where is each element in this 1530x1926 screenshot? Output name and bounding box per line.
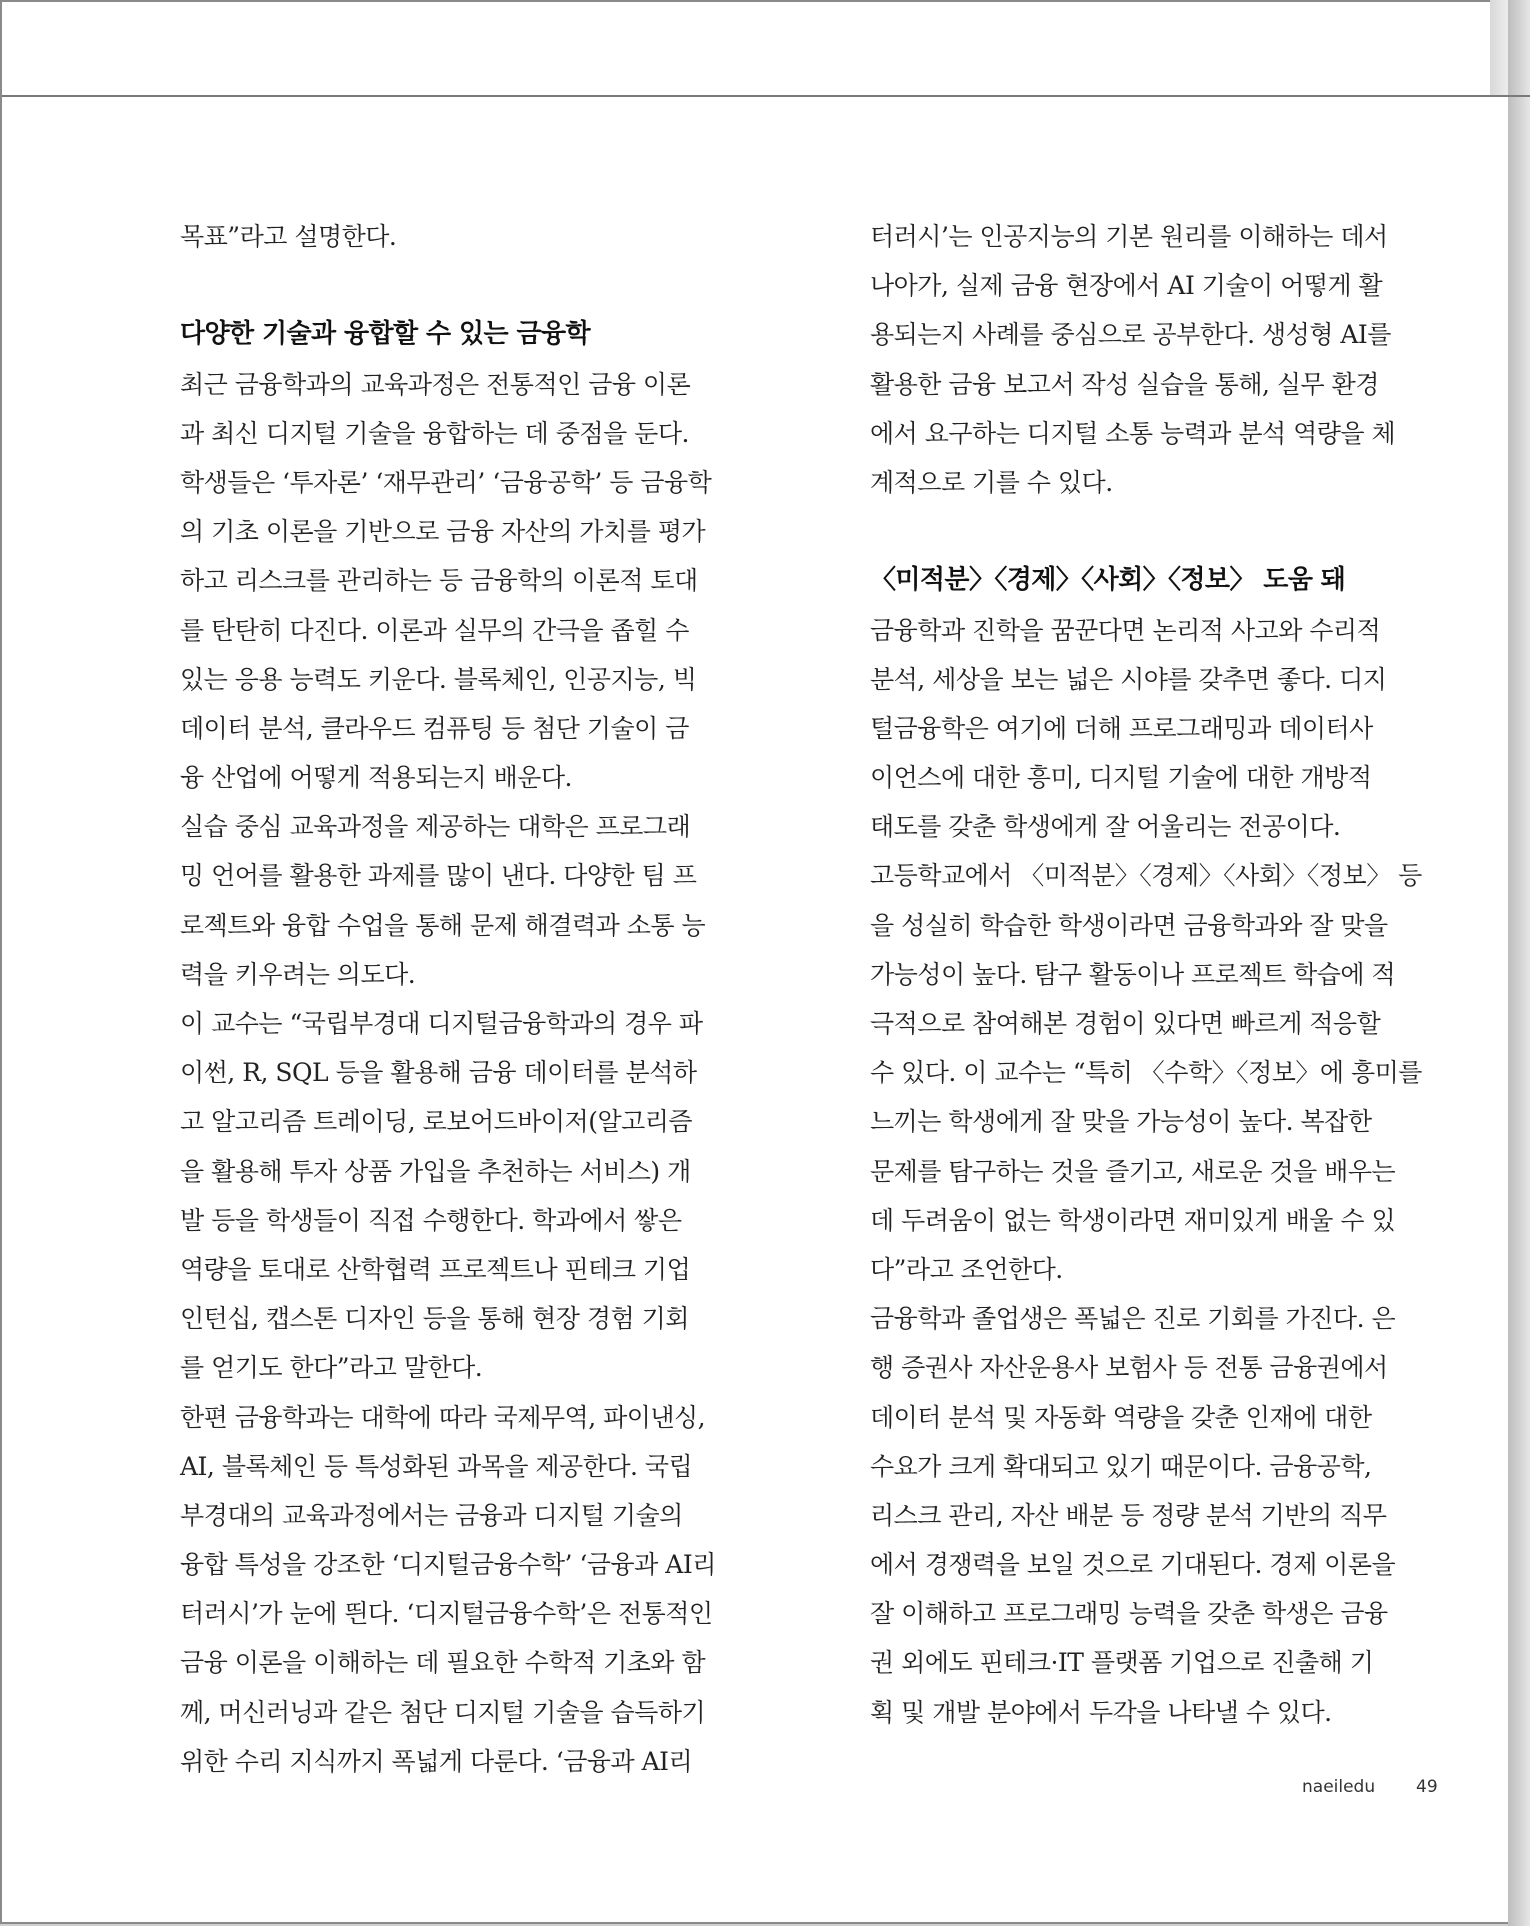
body-line: 부경대의 교육과정에서는 금융과 디지털 기술의 <box>180 1500 683 1530</box>
body-line: 금융학과 진학을 꿈꾼다면 논리적 사고와 수리적 <box>870 615 1381 645</box>
body-line: 이썬, R, SQL 등을 활용해 금융 데이터를 분석하 <box>180 1058 697 1088</box>
body-line: 의 기초 이론을 기반으로 금융 자산의 가치를 평가 <box>180 517 706 547</box>
body-line: 권 외에도 핀테크·IT 플랫폼 기업으로 진출해 기 <box>870 1648 1374 1678</box>
body-line: 수 있다. 이 교수는 “특히 〈수학〉〈정보〉에 흥미를 <box>870 1058 1422 1088</box>
body-line: 역량을 토대로 산학협력 프로젝트나 핀테크 기업 <box>180 1254 691 1284</box>
body-line: 털금융학은 여기에 더해 프로그래밍과 데이터사 <box>870 713 1373 743</box>
body-line: 밍 언어를 활용한 과제를 많이 낸다. 다양한 팀 프 <box>180 861 697 891</box>
body-line: 과 최신 디지털 기술을 융합하는 데 중점을 둔다. <box>180 418 689 448</box>
body-line: 융합 특성을 강조한 ‘디지털금융수학’ ‘금융과 AI리 <box>180 1550 716 1580</box>
body-line: 인턴십, 캡스톤 디자인 등을 통해 현장 경험 기회 <box>180 1304 689 1334</box>
footer-brand: naeiledu <box>1302 1777 1376 1797</box>
page-number: 49 <box>1416 1777 1438 1797</box>
paragraph-gap <box>180 261 740 310</box>
body-line: 다”라고 조언한다. <box>870 1254 1063 1284</box>
body-line: 태도를 갖춘 학생에게 잘 어울리는 전공이다. <box>870 812 1341 842</box>
body-line: 로젝트와 융합 수업을 통해 문제 해결력과 소통 능 <box>180 910 706 940</box>
page-edge <box>1508 0 1530 1926</box>
body-line: 고 알고리즘 트레이딩, 로보어드바이저(알고리즘 <box>180 1107 693 1137</box>
left-column <box>180 212 740 1786</box>
body-line: 분석, 세상을 보는 넓은 시야를 갖추면 좋다. 디지 <box>870 664 1387 694</box>
body-line: 문제를 탐구하는 것을 즐기고, 새로운 것을 배우는 <box>870 1156 1396 1186</box>
body-line: 를 탄탄히 다진다. 이론과 실무의 간극을 좁힐 수 <box>180 615 689 645</box>
body-line: 느끼는 학생에게 잘 맞을 가능성이 높다. 복잡한 <box>870 1107 1372 1137</box>
body-line: 금융 이론을 이해하는 데 필요한 수학적 기초와 함 <box>180 1648 706 1678</box>
body-line: 있는 응용 능력도 키운다. 블록체인, 인공지능, 빅 <box>180 664 697 694</box>
body-line: 데이터 분석, 클라우드 컴퓨팅 등 첨단 기술이 금 <box>180 713 689 743</box>
body-line: 가능성이 높다. 탐구 활동이나 프로젝트 학습에 적 <box>870 959 1396 989</box>
body-line: 고등학교에서 〈미적분〉〈경제〉〈사회〉〈정보〉 등 <box>870 861 1422 891</box>
body-line: 데 두려움이 없는 학생이라면 재미있게 배울 수 있 <box>870 1205 1396 1235</box>
right-column <box>870 212 1430 1737</box>
body-line: 데이터 분석 및 자동화 역량을 갖춘 인재에 대한 <box>870 1402 1372 1432</box>
body-line: 융 산업에 어떻게 적용되는지 배운다. <box>180 763 572 793</box>
body-line: 극적으로 참여해본 경험이 있다면 빠르게 적응할 <box>870 1009 1381 1038</box>
body-line: 위한 수리 지식까지 폭넓게 다룬다. ‘금융과 AI리 <box>180 1746 693 1776</box>
body-line: 학생들은 ‘투자론’ ‘재무관리’ ‘금융공학’ 등 금융학 <box>180 467 712 497</box>
body-line: 터러시’가 눈에 띈다. ‘디지털금융수학’은 전통적인 <box>180 1599 713 1629</box>
body-line: 께, 머신러닝과 같은 첨단 디지털 기술을 습득하기 <box>180 1697 706 1727</box>
body-line: 을 활용해 투자 상품 가입을 추천하는 서비스) 개 <box>180 1156 691 1186</box>
body-line: 잘 이해하고 프로그래밍 능력을 갖춘 학생은 금융 <box>870 1599 1388 1629</box>
body-line: 최근 금융학과의 교육과정은 전통적인 금융 이론 <box>180 369 691 399</box>
body-line: 하고 리스크를 관리하는 등 금융학의 이론적 토대 <box>180 566 698 596</box>
body-line: 금융학과 졸업생은 폭넓은 진로 기회를 가진다. 은 <box>870 1304 1396 1334</box>
body-line: 획 및 개발 분야에서 두각을 나타낼 수 있다. <box>870 1697 1332 1727</box>
body-line: AI, 블록체인 등 특성화된 과목을 제공한다. 국립 <box>180 1451 693 1481</box>
body-line: 에서 요구하는 디지털 소통 능력과 분석 역량을 체 <box>870 418 1396 448</box>
body-line: 한편 금융학과는 대학에 따라 국제무역, 파이낸싱, <box>180 1402 706 1432</box>
body-line: 을 성실히 학습한 학생이라면 금융학과와 잘 맞을 <box>870 910 1388 940</box>
page-edge-top <box>1490 0 1510 95</box>
paragraph-gap <box>870 507 1430 556</box>
body-line: 용되는지 사례를 중심으로 공부한다. 생성형 AI를 <box>870 320 1391 350</box>
body-line: 이언스에 대한 흥미, 디지털 기술에 대한 개방적 <box>870 763 1372 793</box>
header-rule <box>2 95 1530 97</box>
body-line: 행 증권사 자산운용사 보험사 등 전통 금융권에서 <box>870 1353 1388 1383</box>
body-line: 계적으로 기를 수 있다. <box>870 467 1113 497</box>
body-line: 리스크 관리, 자산 배분 등 정량 분석 기반의 직무 <box>870 1500 1387 1530</box>
body-line: 발 등을 학생들이 직접 수행한다. 학과에서 쌓은 <box>180 1205 682 1235</box>
section-heading: 다양한 기술과 융합할 수 있는 금융학 <box>180 319 590 350</box>
body-line: 력을 키우려는 의도다. <box>180 959 416 989</box>
section-heading: 〈미적분〉〈경제〉〈사회〉〈정보〉 도움 돼 <box>870 565 1346 596</box>
body-line: 실습 중심 교육과정을 제공하는 대학은 프로그래 <box>180 812 691 842</box>
body-line: 수요가 크게 확대되고 있기 때문이다. 금융공학, <box>870 1451 1372 1481</box>
body-line: 목표”라고 설명한다. <box>180 222 397 251</box>
body-line: 나아가, 실제 금융 현장에서 AI 기술이 어떻게 활 <box>870 271 1383 301</box>
body-line: 에서 경쟁력을 보일 것으로 기대된다. 경제 이론을 <box>870 1550 1396 1580</box>
body-line: 활용한 금융 보고서 작성 실습을 통해, 실무 환경 <box>870 369 1379 399</box>
body-line: 이 교수는 “국립부경대 디지털금융학과의 경우 파 <box>180 1009 703 1038</box>
body-line: 를 얻기도 한다”라고 말한다. <box>180 1353 483 1383</box>
body-line: 터러시’는 인공지능의 기본 원리를 이해하는 데서 <box>870 222 1388 251</box>
